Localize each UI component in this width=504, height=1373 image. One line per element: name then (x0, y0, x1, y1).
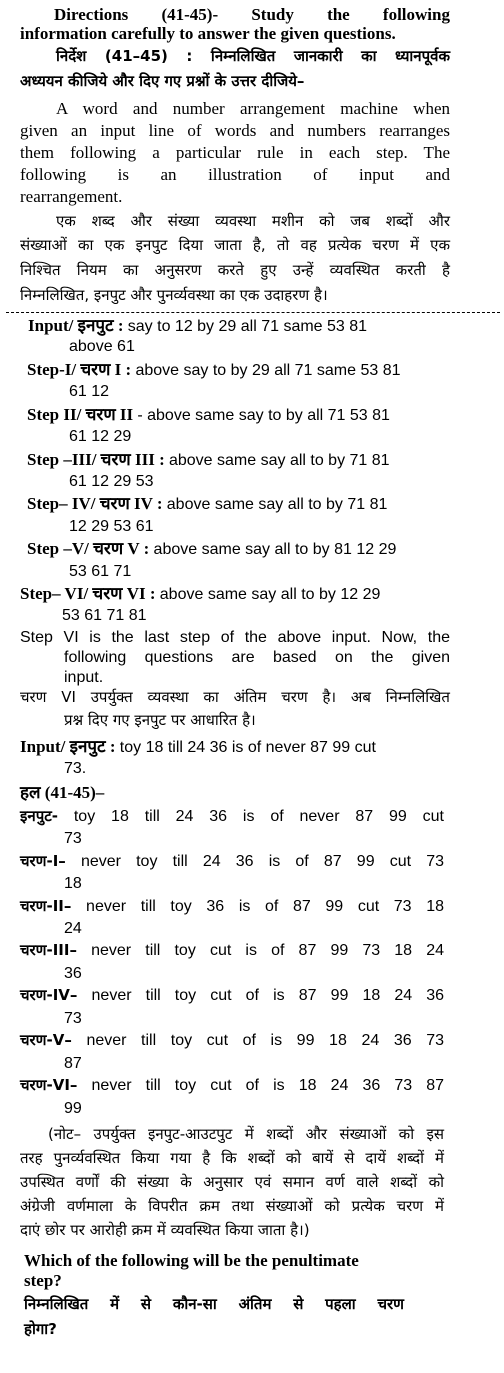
note-line: तरह पुनर्व्यवस्थित किया गया है कि शब्दों को बायें से दायें शब्दों में (20, 1149, 444, 1167)
step-label: चरण-IV– (20, 986, 78, 1004)
step-text: above same say all to by 81 12 29 (153, 541, 397, 558)
solution-step-row (20, 1031, 444, 1050)
example-step-row (20, 584, 380, 604)
step-text: 99 (64, 1100, 82, 1117)
step-label: Step– IV/ चरण IV : (27, 494, 163, 513)
step-label: चरण-II– (20, 897, 72, 915)
step-text: never till toy cut of is 87 99 18 24 36 (91, 987, 445, 1004)
intro-en-line: A word and number arrangement machine when (56, 99, 450, 118)
question-en-line: Which of the following will be the penultimate (24, 1251, 359, 1270)
step-text: 87 (64, 1055, 82, 1072)
solution-input-row (20, 807, 444, 826)
intro-hi-line: एक शब्द और संख्या व्यवस्था मशीन को जब शब्दों और (56, 212, 450, 230)
step-label: Input/ इनपुट : (28, 316, 124, 335)
step-text: above 61 (69, 338, 135, 355)
question-hi-line: होगा? (24, 1320, 57, 1338)
step-text: 61 12 (69, 383, 110, 400)
intro-hi-line: निम्नलिखित, इनपुट और पुनर्व्यवस्था का एक उदाहरण है। (20, 286, 328, 304)
step-text: never till toy cut of is 99 18 24 36 73 (86, 1032, 444, 1049)
solution-heading: हल (41-45)– (20, 783, 105, 802)
step-label: Step II/ चरण II (27, 405, 134, 424)
solution-step-row (20, 986, 444, 1005)
step-text: above say to by 29 all 71 same 53 81 (135, 362, 401, 379)
example-step-row (27, 405, 390, 425)
solution-step-row (20, 941, 444, 960)
step-text: 73. (64, 760, 87, 777)
step-text: never till toy cut is of 87 99 73 18 24 (91, 942, 444, 959)
step-label: Step –III/ चरण III : (27, 450, 165, 469)
note-line: दाएं छोर पर आरोही क्रम में व्यवस्थित किया जाता है।) (20, 1221, 310, 1239)
step-text: 53 61 71 81 (62, 607, 147, 624)
step-text: above same say all to by 71 81 (166, 496, 388, 513)
directions-en-line: information carefully to answer the given questions. (20, 24, 396, 43)
step-text: never toy till 24 36 is of 87 99 cut 73 (80, 853, 444, 870)
question-en-line: step? (24, 1271, 62, 1290)
step-text: 73 (64, 830, 82, 847)
example-step-row (27, 450, 390, 470)
step-text: 53 61 71 (69, 563, 132, 580)
note-line: अंग्रेजी वर्णमाला के विपरीत क्रम तथा संख्याओं को प्रत्येक चरण में (20, 1197, 444, 1215)
question-input-row (20, 737, 376, 757)
last-step-hi-line: प्रश्न दिए गए इनपुट पर आधारित है। (64, 711, 256, 729)
intro-en-line: given an input line of words and numbers rearranges (20, 121, 450, 140)
step-text: 61 12 29 (69, 428, 132, 445)
step-label: चरण-I– (20, 852, 66, 870)
step-text: 18 (64, 875, 82, 892)
question-hi-line: निम्नलिखित में से कौन-सा अंतिम से पहला चरण (24, 1295, 404, 1313)
example-step-row (27, 360, 401, 380)
solution-step-row (20, 1076, 444, 1095)
last-step-en-line: input. (64, 669, 104, 686)
step-text: 61 12 29 53 (69, 473, 154, 490)
example-step-row (27, 539, 396, 559)
step-text: never till toy 36 is of 87 99 cut 73 18 (86, 898, 445, 915)
directions-en-line: Directions (41-45)- Study the following (54, 5, 450, 24)
step-label: चरण-V– (20, 1031, 72, 1049)
example-input-row (28, 316, 367, 336)
directions-hi-line: अध्ययन कीजिये और दिए गए प्रश्नों के उत्तर दीजिये– (20, 72, 305, 90)
intro-en-line: rearrangement. (20, 187, 123, 206)
intro-hi-line: निश्चित नियम का अनुसरण करते हुए उन्हें व्यवस्थित करती है (20, 261, 450, 279)
step-text: never till toy cut of is 18 24 36 73 87 (91, 1077, 445, 1094)
step-text: 36 (64, 965, 82, 982)
step-label: चरण-VI– (20, 1076, 78, 1094)
step-text: - above same say to by all 71 53 81 (137, 407, 390, 424)
step-label: Step-I/ चरण I : (27, 360, 132, 379)
note-line: उपस्थित वर्णों की संख्या के अनुसार एवं समान वर्ण वाले शब्दों को (20, 1173, 444, 1191)
step-text: 24 (64, 920, 82, 937)
step-text: above same say all to by 71 81 (168, 452, 390, 469)
last-step-en-line: Step VI is the last step of the above input. Now, the (20, 629, 450, 646)
step-label: Input/ इनपुट : (20, 737, 116, 756)
step-text: 73 (64, 1010, 82, 1027)
step-text: say to 12 by 29 all 71 same 53 81 (127, 318, 368, 335)
step-label: Step– VI/ चरण VI : (20, 584, 156, 603)
intro-en-line: following is an illustration of input and (20, 165, 450, 184)
example-step-row (27, 494, 387, 514)
step-text: toy 18 till 24 36 is of never 87 99 cut (119, 739, 376, 756)
solution-step-row (20, 852, 444, 871)
step-label: चरण-III– (20, 941, 77, 959)
note-line: (नोट– उपर्युक्त इनपुट-आउटपुट में शब्दों और संख्याओं को इस (48, 1125, 444, 1143)
last-step-hi-line: चरण VI उपर्युक्त व्यवस्था का अंतिम चरण है। अब निम्नलिखित (20, 688, 450, 706)
step-label: Step –V/ चरण V : (27, 539, 150, 558)
step-text: above same say all to by 12 29 (159, 586, 381, 603)
step-label: इनपुट- (20, 807, 58, 825)
section-divider (6, 312, 500, 313)
solution-step-row (20, 897, 444, 916)
intro-hi-line: संख्याओं का एक इनपुट दिया जाता है, तो वह प्रत्येक चरण में एक (20, 236, 450, 254)
directions-hi-line: निर्देश (41–45) : निम्नलिखित जानकारी का ध्यानपूर्वक (56, 47, 450, 65)
last-step-en-line: following questions are based on the given (64, 649, 450, 666)
step-text: toy 18 till 24 36 is of never 87 99 cut (73, 808, 445, 825)
intro-en-line: them following a particular rule in each step. The (20, 143, 450, 162)
step-text: 12 29 53 61 (69, 518, 154, 535)
